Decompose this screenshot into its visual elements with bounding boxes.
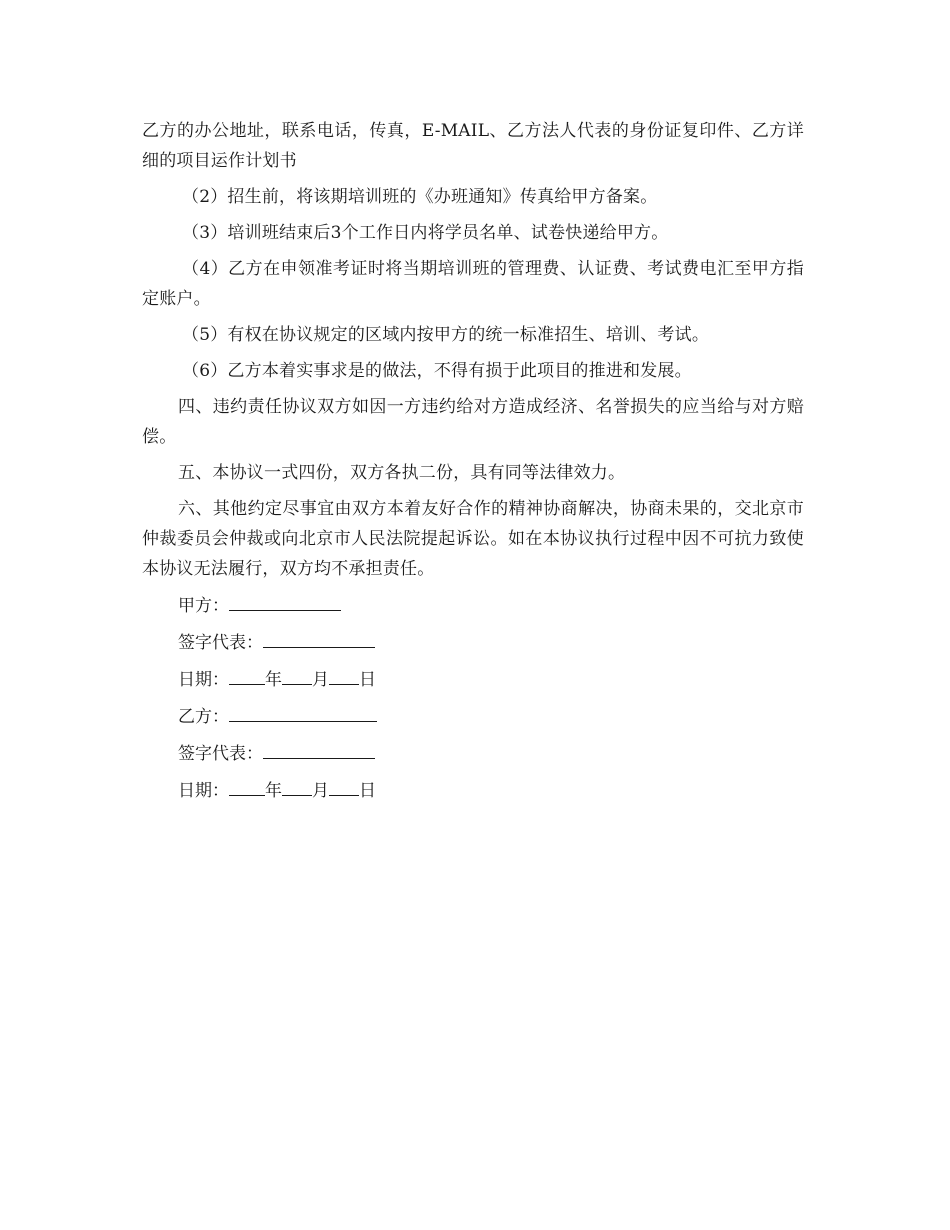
paragraph-section-5: 五、本协议一式四份，双方各执二份，具有同等法律效力。 [178,463,626,483]
signature-date-b [178,775,804,806]
document-body [142,116,804,812]
rep-a-blank [263,627,375,648]
paragraph-item-6: （6）乙方本着实事求是的做法，不得有损于此项目的推进和发展。 [182,361,692,381]
date-a-label: 日期： [178,670,229,690]
party-b-blank [229,701,377,722]
date-b-month: 月 [312,781,329,801]
rep-a-label: 签字代表： [178,633,263,653]
signature-party-a [178,590,804,621]
rep-b-blank [263,738,375,759]
paragraph-item-5: （5）有权在协议规定的区域内按甲方的统一标准招生、培训、考试。 [182,325,710,345]
date-a-day: 日 [359,670,376,690]
paragraph-section-6: 六、其他约定尽事宜由双方本着友好合作的精神协商解决，协商未果的，交北京市仲裁委员会仲裁或向北京市人民法院提起诉讼。如在本协议执行过程中因不可抗力致使本协议无法履行，双方均不承担责任。 [142,499,804,579]
date-b-label: 日期： [178,781,229,801]
signature-rep-a [178,627,804,658]
party-a-blank [229,590,341,611]
paragraph-section-4: 四、违约责任协议双方如因一方违约给对方造成经济、名誉损失的应当给与对方赔偿。 [142,397,804,447]
date-b-day-blank [329,775,359,796]
signature-rep-b [178,738,804,769]
date-b-day: 日 [359,781,376,801]
signature-party-b [178,701,804,732]
signature-date-a [178,664,804,695]
date-a-month-blank [282,664,312,685]
date-a-day-blank [329,664,359,685]
paragraph-item-4: （4）乙方在申领准考证时将当期培训班的管理费、认证费、考试费电汇至甲方指定账户。 [142,259,804,309]
date-b-year: 年 [265,781,282,801]
paragraph-party-b-materials: 乙方的办公地址，联系电话，传真，E-MAIL、乙方法人代表的身份证复印件、乙方详细的项目运作计划书 [142,121,804,171]
date-b-month-blank [282,775,312,796]
date-a-year-blank [229,664,265,685]
paragraph-item-2: （2）招生前，将该期培训班的《办班通知》传真给甲方备案。 [182,187,658,207]
rep-b-label: 签字代表： [178,744,263,764]
date-b-year-blank [229,775,265,796]
date-a-year: 年 [265,670,282,690]
party-b-label: 乙方： [178,707,229,727]
party-a-label: 甲方： [178,596,229,616]
paragraph-item-3: （3）培训班结束后3个工作日内将学员名单、试卷快递给甲方。 [182,223,669,243]
date-a-month: 月 [312,670,329,690]
